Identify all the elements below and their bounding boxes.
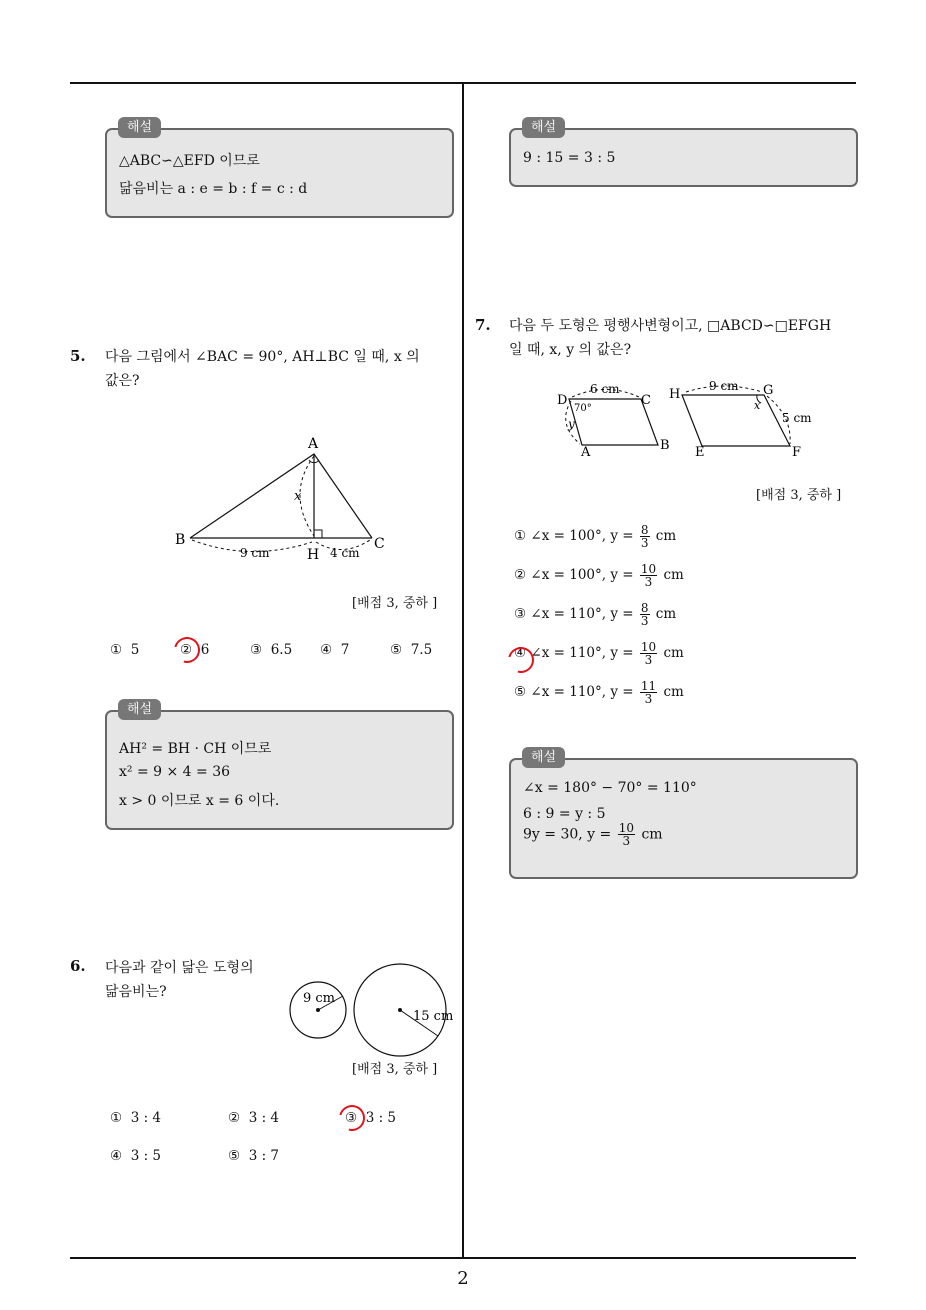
choice-3[interactable]: [514, 602, 676, 627]
choice-5[interactable]: [514, 680, 684, 705]
label-D: D: [557, 393, 568, 408]
question-text: [105, 956, 295, 1004]
choice-number: ③: [514, 606, 527, 622]
choice-1[interactable]: [514, 524, 676, 549]
question-text-line: 다음 그림에서 ∠BAC = 90°, AH⊥BC 일 때, x 의: [105, 349, 420, 365]
solution-box-q5: [105, 710, 454, 830]
solution-tag: 해설: [522, 747, 565, 768]
length-GF: 5 cm: [782, 411, 812, 425]
choice-value: 6: [200, 642, 210, 658]
unit: cm: [663, 567, 684, 583]
numerator: 8: [640, 523, 649, 537]
denominator: 3: [644, 692, 653, 706]
choice-number: ⑤: [514, 684, 527, 700]
choice-number: ⑤: [390, 642, 403, 658]
score-label: [배점 3, 중하 ]: [352, 596, 438, 611]
choice-number: ①: [514, 528, 527, 544]
page-number: 2: [457, 1268, 469, 1289]
solution-line: ∠x = 180° − 70° = 110°: [523, 780, 697, 796]
choice-value: 3 : 4: [130, 1110, 162, 1126]
choice-5[interactable]: [390, 642, 432, 658]
numerator: 10: [618, 821, 634, 835]
solution-line: x² = 9 × 4 = 36: [119, 764, 231, 780]
numerator: 8: [640, 601, 649, 615]
fraction: [618, 822, 635, 847]
question-text-line: 다음 두 도형은 평행사변형이고, □ABCD∽□EFGH: [509, 318, 832, 334]
solution-line: 6 : 9 = y : 5: [523, 806, 606, 822]
solution-tag: 해설: [522, 117, 565, 138]
label-A: A: [308, 436, 319, 452]
choice-4[interactable]: [320, 642, 349, 658]
choice-number: ④: [320, 642, 333, 658]
choice-1[interactable]: [110, 642, 139, 658]
choice-number: ③: [345, 1110, 358, 1126]
solution-line: 닮음비는 a : e = b : f = c : d: [119, 181, 308, 197]
choice-value: 3 : 4: [248, 1110, 280, 1126]
numerator: 11: [640, 679, 657, 693]
denominator: 3: [640, 614, 649, 628]
label-C: C: [374, 536, 385, 552]
choice-number: ④: [514, 645, 527, 661]
length-HC: 4 cm: [330, 546, 360, 560]
fraction: [640, 680, 657, 705]
choice-angle: ∠x = 110°, y =: [530, 645, 634, 661]
question-text-line: 다음과 같이 닮은 도형의: [105, 960, 254, 976]
question-text: [105, 345, 455, 393]
unit: cm: [655, 606, 677, 622]
choice-angle: ∠x = 100°, y =: [530, 528, 634, 544]
solution-line: 9 : 15 = 3 : 5: [523, 150, 616, 166]
choice-2[interactable]: [228, 1110, 279, 1126]
score-label: [배점 3, 중하 ]: [352, 1062, 438, 1077]
question-text-line: 값은?: [105, 373, 140, 389]
length-DC: 6 cm: [590, 382, 620, 396]
label-F: F: [792, 445, 802, 460]
answer-mark: [334, 1100, 370, 1136]
solution-box-q4: [105, 128, 454, 218]
choice-number: ②: [228, 1110, 241, 1126]
choice-number: ④: [110, 1148, 123, 1164]
label-B: B: [660, 438, 670, 453]
choice-number: ③: [250, 642, 263, 658]
choice-5[interactable]: [228, 1148, 279, 1164]
question-number: 6.: [70, 957, 86, 975]
fraction: [640, 524, 650, 549]
length-HG: 9 cm: [709, 379, 739, 393]
question-text-line: 닮음비는?: [105, 984, 167, 1000]
choice-value: 7: [340, 642, 350, 658]
label-G: G: [763, 383, 774, 398]
radius-large: 15 cm: [413, 1009, 454, 1024]
solution-tag: 해설: [118, 699, 161, 720]
choice-2[interactable]: [514, 563, 684, 588]
fraction: [640, 602, 650, 627]
score-label: [배점 3, 중하 ]: [756, 488, 842, 503]
choice-number: ⑤: [228, 1148, 241, 1164]
solution-line: [523, 822, 663, 847]
choice-value: 3 : 7: [248, 1148, 280, 1164]
choice-value: 7.5: [410, 642, 433, 658]
question-number: 5.: [70, 347, 86, 365]
label-A: A: [581, 445, 591, 460]
solution-tag: 해설: [118, 117, 161, 138]
numerator: 10: [640, 562, 657, 576]
choice-4[interactable]: [110, 1148, 161, 1164]
label-x: x: [754, 399, 761, 412]
denominator: 3: [644, 575, 653, 589]
choice-angle: ∠x = 100°, y =: [530, 567, 634, 583]
choice-value: 3 : 5: [130, 1148, 162, 1164]
q6-circles-figure: [285, 960, 460, 1060]
choice-value: 5: [130, 642, 140, 658]
fraction: [640, 563, 657, 588]
label-B: B: [175, 532, 186, 548]
choice-angle: ∠x = 110°, y =: [530, 606, 634, 622]
solution-line: x > 0 이므로 x = 6 이다.: [119, 793, 280, 809]
q7-parallelograms-figure: [552, 378, 822, 460]
question-number: 7.: [475, 316, 491, 334]
choice-number: ①: [110, 642, 123, 658]
solution-text: 9y = 30, y =: [523, 826, 612, 843]
q5-triangle-figure: [170, 432, 400, 567]
length-BH: 9 cm: [240, 546, 270, 560]
choice-value: 3 : 5: [365, 1110, 397, 1126]
label-y: y: [568, 417, 575, 431]
question-text: [509, 314, 859, 362]
label-H: H: [669, 387, 681, 402]
question-text-line: 일 때, x, y 의 값은?: [509, 342, 632, 358]
choice-4[interactable]: [514, 641, 684, 666]
solution-line: △ABC∽△EFD 이므로: [119, 153, 260, 169]
angle-D: 70°: [574, 403, 592, 414]
denominator: 3: [622, 834, 631, 848]
radius-small: 9 cm: [303, 991, 336, 1006]
unit: cm: [655, 528, 677, 544]
choice-number: ①: [110, 1110, 123, 1126]
choice-angle: ∠x = 110°, y =: [530, 684, 634, 700]
unit: cm: [663, 684, 684, 700]
choice-3[interactable]: [250, 642, 292, 658]
choice-value: 6.5: [270, 642, 293, 658]
unit: cm: [641, 826, 663, 843]
label-H: H: [307, 547, 320, 563]
denominator: 3: [644, 653, 653, 667]
fraction: [640, 641, 657, 666]
column-divider: [462, 82, 464, 1258]
denominator: 3: [640, 536, 649, 550]
numerator: 10: [640, 640, 657, 654]
label-E: E: [695, 445, 705, 460]
unit: cm: [663, 645, 684, 661]
answer-mark: [169, 632, 205, 668]
solution-box-q7: [509, 758, 858, 879]
choice-number: ②: [180, 642, 193, 658]
label-C: C: [641, 393, 651, 408]
solution-line: AH² = BH · CH 이므로: [119, 741, 272, 757]
label-x: x: [294, 489, 302, 504]
choice-number: ②: [514, 567, 527, 583]
choice-1[interactable]: [110, 1110, 161, 1126]
